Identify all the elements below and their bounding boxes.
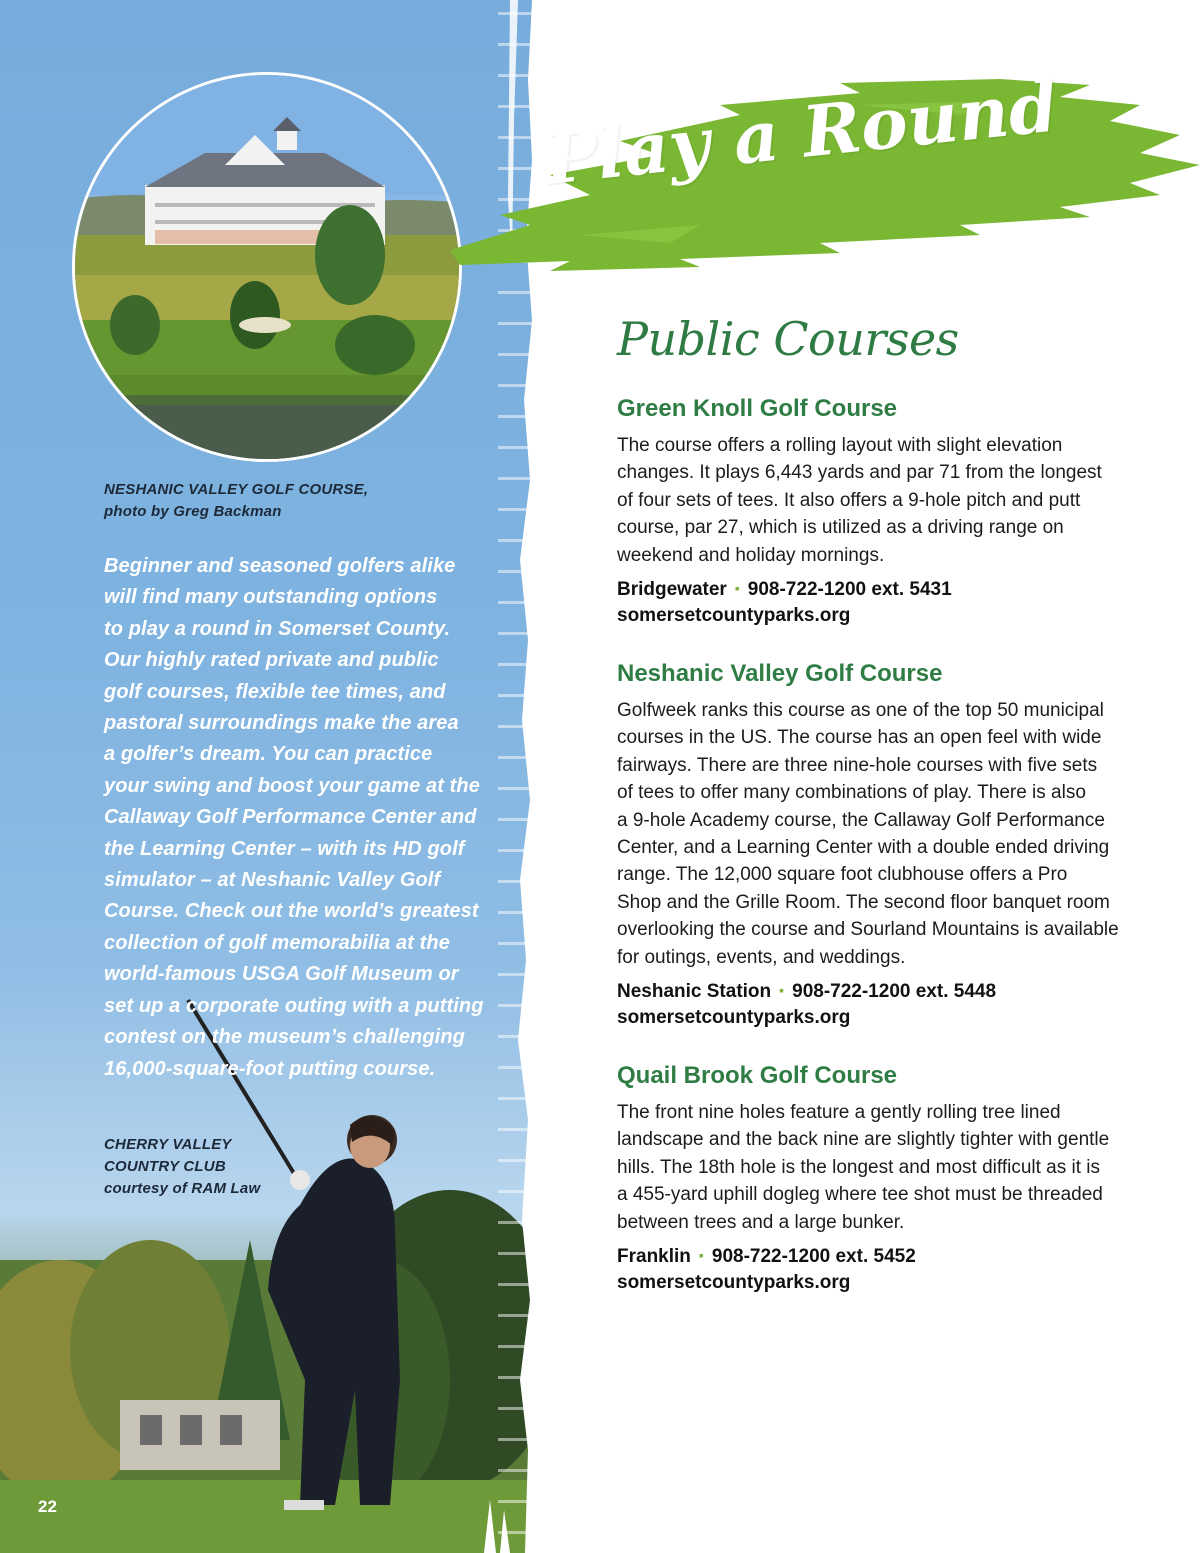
intro-line: Our highly rated private and public	[104, 649, 439, 672]
caption-credit: photo by Greg Backman	[104, 503, 282, 520]
description-line: Center, and a Learning Center with a double ended driving	[617, 837, 1110, 859]
separator-icon: ▪	[698, 1247, 704, 1264]
intro-line: golf courses, flexible tee times, and	[104, 680, 446, 703]
caption-line: NESHANIC VALLEY GOLF COURSE,	[104, 481, 369, 498]
course-name: Neshanic Valley Golf Course	[617, 660, 943, 687]
course-quail-brook	[617, 1061, 1137, 1296]
course-location: Bridgewater	[617, 579, 727, 601]
description-line: course, par 27, which is utilized as a driving range on	[617, 517, 1064, 539]
course-contact	[617, 1244, 1137, 1296]
description-line: a 455-yard uphill dogleg where tee shot must be threaded	[617, 1184, 1103, 1206]
caption-line: COUNTRY CLUB	[104, 1158, 226, 1175]
course-name: Quail Brook Golf Course	[617, 1062, 898, 1089]
course-green-knoll	[617, 394, 1137, 629]
separator-icon: ▪	[734, 580, 740, 597]
course-name: Green Knoll Golf Course	[617, 395, 898, 422]
intro-line: a golfer’s dream. You can practice	[104, 743, 433, 766]
intro-line: Callaway Golf Performance Center and	[104, 806, 477, 829]
description-line: a 9-hole Academy course, the Callaway Golf Performance	[617, 809, 1105, 831]
description-line: changes. It plays 6,443 yards and par 71 from the longest	[617, 462, 1102, 484]
intro-line: Beginner and seasoned golfers alike	[104, 555, 456, 577]
intro-line: to play a round in Somerset County.	[104, 617, 451, 640]
description-line: Golfweek ranks this course as one of the top 50 municipal	[617, 700, 1104, 721]
separator-icon: ▪	[779, 982, 785, 999]
course-location: Franklin	[617, 1246, 691, 1268]
photo-caption-cherry-valley	[104, 1134, 260, 1200]
course-location: Neshanic Station	[617, 981, 772, 1003]
description-line: for outings, events, and weddings.	[617, 946, 906, 968]
intro-line: collection of golf memorabilia at the	[104, 931, 450, 954]
intro-line: pastoral surroundings make the area	[104, 712, 459, 735]
intro-line: your swing and boost your game at the	[104, 774, 480, 797]
course-phone[interactable]: 908-722-1200 ext. 5431	[747, 579, 952, 601]
description-line: weekend and holiday mornings.	[617, 544, 885, 566]
description-line: landscape and the back nine are slightly tighter with gentle	[617, 1129, 1110, 1151]
intro-line: 16,000-square-foot putting course.	[104, 1057, 436, 1080]
description-line: fairways. There are three nine-hole courses with five sets	[617, 754, 1098, 776]
intro-paragraph	[104, 551, 484, 1085]
intro-line: contest on the museum’s challenging	[104, 1026, 465, 1049]
course-phone[interactable]: 908-722-1200 ext. 5448	[792, 981, 997, 1003]
description-line: Shop and the Grille Room. The second floor banquet room	[617, 891, 1110, 913]
course-contact	[617, 979, 1137, 1031]
intro-line: world-famous USGA Golf Museum or	[104, 963, 459, 986]
course-description	[617, 1099, 1137, 1236]
description-line: hills. The 18th hole is the longest and most difficult as it is	[617, 1156, 1101, 1178]
description-line: The front nine holes feature a gently rolling tree lined	[617, 1102, 1061, 1123]
section-title: Public Courses	[617, 312, 959, 366]
course-description	[617, 697, 1137, 971]
intro-line: simulator – at Neshanic Valley Golf	[104, 869, 441, 892]
course-description	[617, 432, 1137, 569]
description-line: range. The 12,000 square foot clubhouse offers a Pro	[617, 864, 1068, 886]
description-line: The course offers a rolling layout with slight elevation	[617, 435, 1063, 456]
description-line: overlooking the course and Sourland Mountains is available	[617, 919, 1119, 941]
caption-line: CHERRY VALLEY	[104, 1136, 232, 1153]
banner-title: Play a Round	[540, 64, 1062, 201]
course-phone[interactable]: 908-722-1200 ext. 5452	[711, 1246, 916, 1268]
neshanic-clubhouse-photo	[72, 72, 462, 462]
description-line: of tees to offer many combinations of play. There is also	[617, 782, 1086, 804]
page-number: 22	[38, 1497, 57, 1516]
course-website[interactable]: somersetcountyparks.org	[617, 605, 851, 627]
course-contact	[617, 577, 1137, 629]
course-website[interactable]: somersetcountyparks.org	[617, 1272, 851, 1294]
description-line: of four sets of tees. It also offers a 9-hole pitch and putt	[617, 489, 1081, 511]
intro-line: set up a corporate outing with a putting	[104, 994, 484, 1017]
caption-credit: courtesy of RAM Law	[104, 1180, 261, 1197]
intro-line: will find many outstanding options	[104, 586, 438, 609]
course-website[interactable]: somersetcountyparks.org	[617, 1007, 851, 1029]
photo-caption-neshanic	[104, 479, 368, 523]
intro-line: Course. Check out the world’s greatest	[104, 900, 479, 923]
description-line: between trees and a large bunker.	[617, 1211, 905, 1233]
intro-line: the Learning Center – with its HD golf	[104, 837, 465, 860]
description-line: courses in the US. The course has an open feel with wide	[617, 727, 1102, 749]
course-neshanic-valley	[617, 659, 1137, 1031]
